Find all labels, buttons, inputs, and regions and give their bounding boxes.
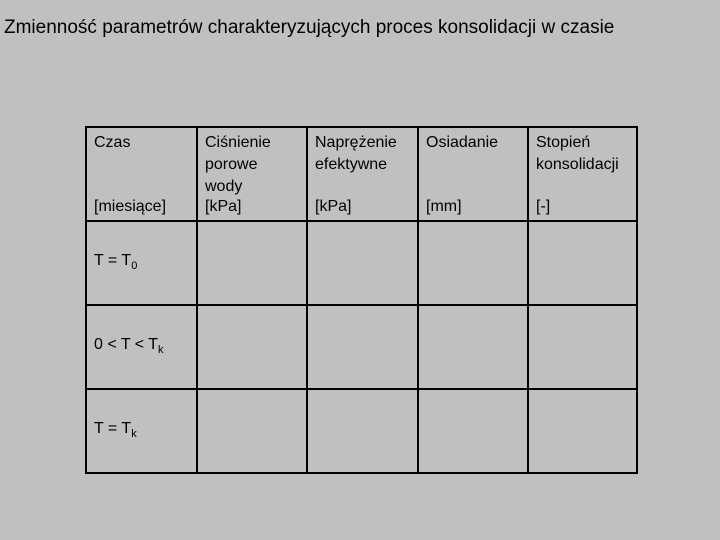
- table-row: [86, 305, 637, 389]
- table-cell: [307, 221, 418, 305]
- header-label: Osiadanie: [426, 134, 499, 151]
- table-row: [86, 221, 637, 305]
- header-unit: [kPa]: [315, 198, 352, 215]
- table-cell: [197, 305, 307, 389]
- table-cell: [528, 221, 637, 305]
- table-cell: [307, 305, 418, 389]
- header-cell-effective-stress: [307, 127, 418, 221]
- table-row: [86, 389, 637, 473]
- header-unit: [miesiące]: [94, 198, 167, 215]
- header-cell-consolidation-degree: [528, 127, 637, 221]
- table-cell: [307, 389, 418, 473]
- row-label: $0 < T < T_k$: [94, 336, 164, 356]
- row-label-cell: [86, 221, 197, 305]
- header-label: Ciśnienie porowe wody: [205, 134, 271, 195]
- table-header-row: [86, 127, 637, 221]
- header-unit: [kPa]: [205, 198, 242, 215]
- table-cell: [197, 221, 307, 305]
- table-cell: [418, 221, 528, 305]
- row-label-cell: [86, 305, 197, 389]
- header-label: Stopień konsolidacji: [536, 134, 619, 173]
- header-cell-settlement: [418, 127, 528, 221]
- header-cell-time: [86, 127, 197, 221]
- table-cell: [418, 305, 528, 389]
- consolidation-table: [85, 126, 638, 474]
- header-unit: [mm]: [426, 198, 462, 215]
- header-unit: [-]: [536, 198, 551, 215]
- table-cell: [197, 389, 307, 473]
- row-label-cell: [86, 389, 197, 473]
- header-label: Naprężenie efektywne: [315, 134, 397, 173]
- slide-title: Zmienność parametrów charakteryzujących proces konsolidacji w czasie: [4, 17, 615, 38]
- row-label: $T = T_k$: [94, 420, 137, 440]
- header-cell-pore-pressure: [197, 127, 307, 221]
- table-cell: [528, 305, 637, 389]
- table-cell: [528, 389, 637, 473]
- table-cell: [418, 389, 528, 473]
- header-label: Czas: [94, 134, 131, 151]
- row-label: $T = T_0$: [94, 252, 138, 272]
